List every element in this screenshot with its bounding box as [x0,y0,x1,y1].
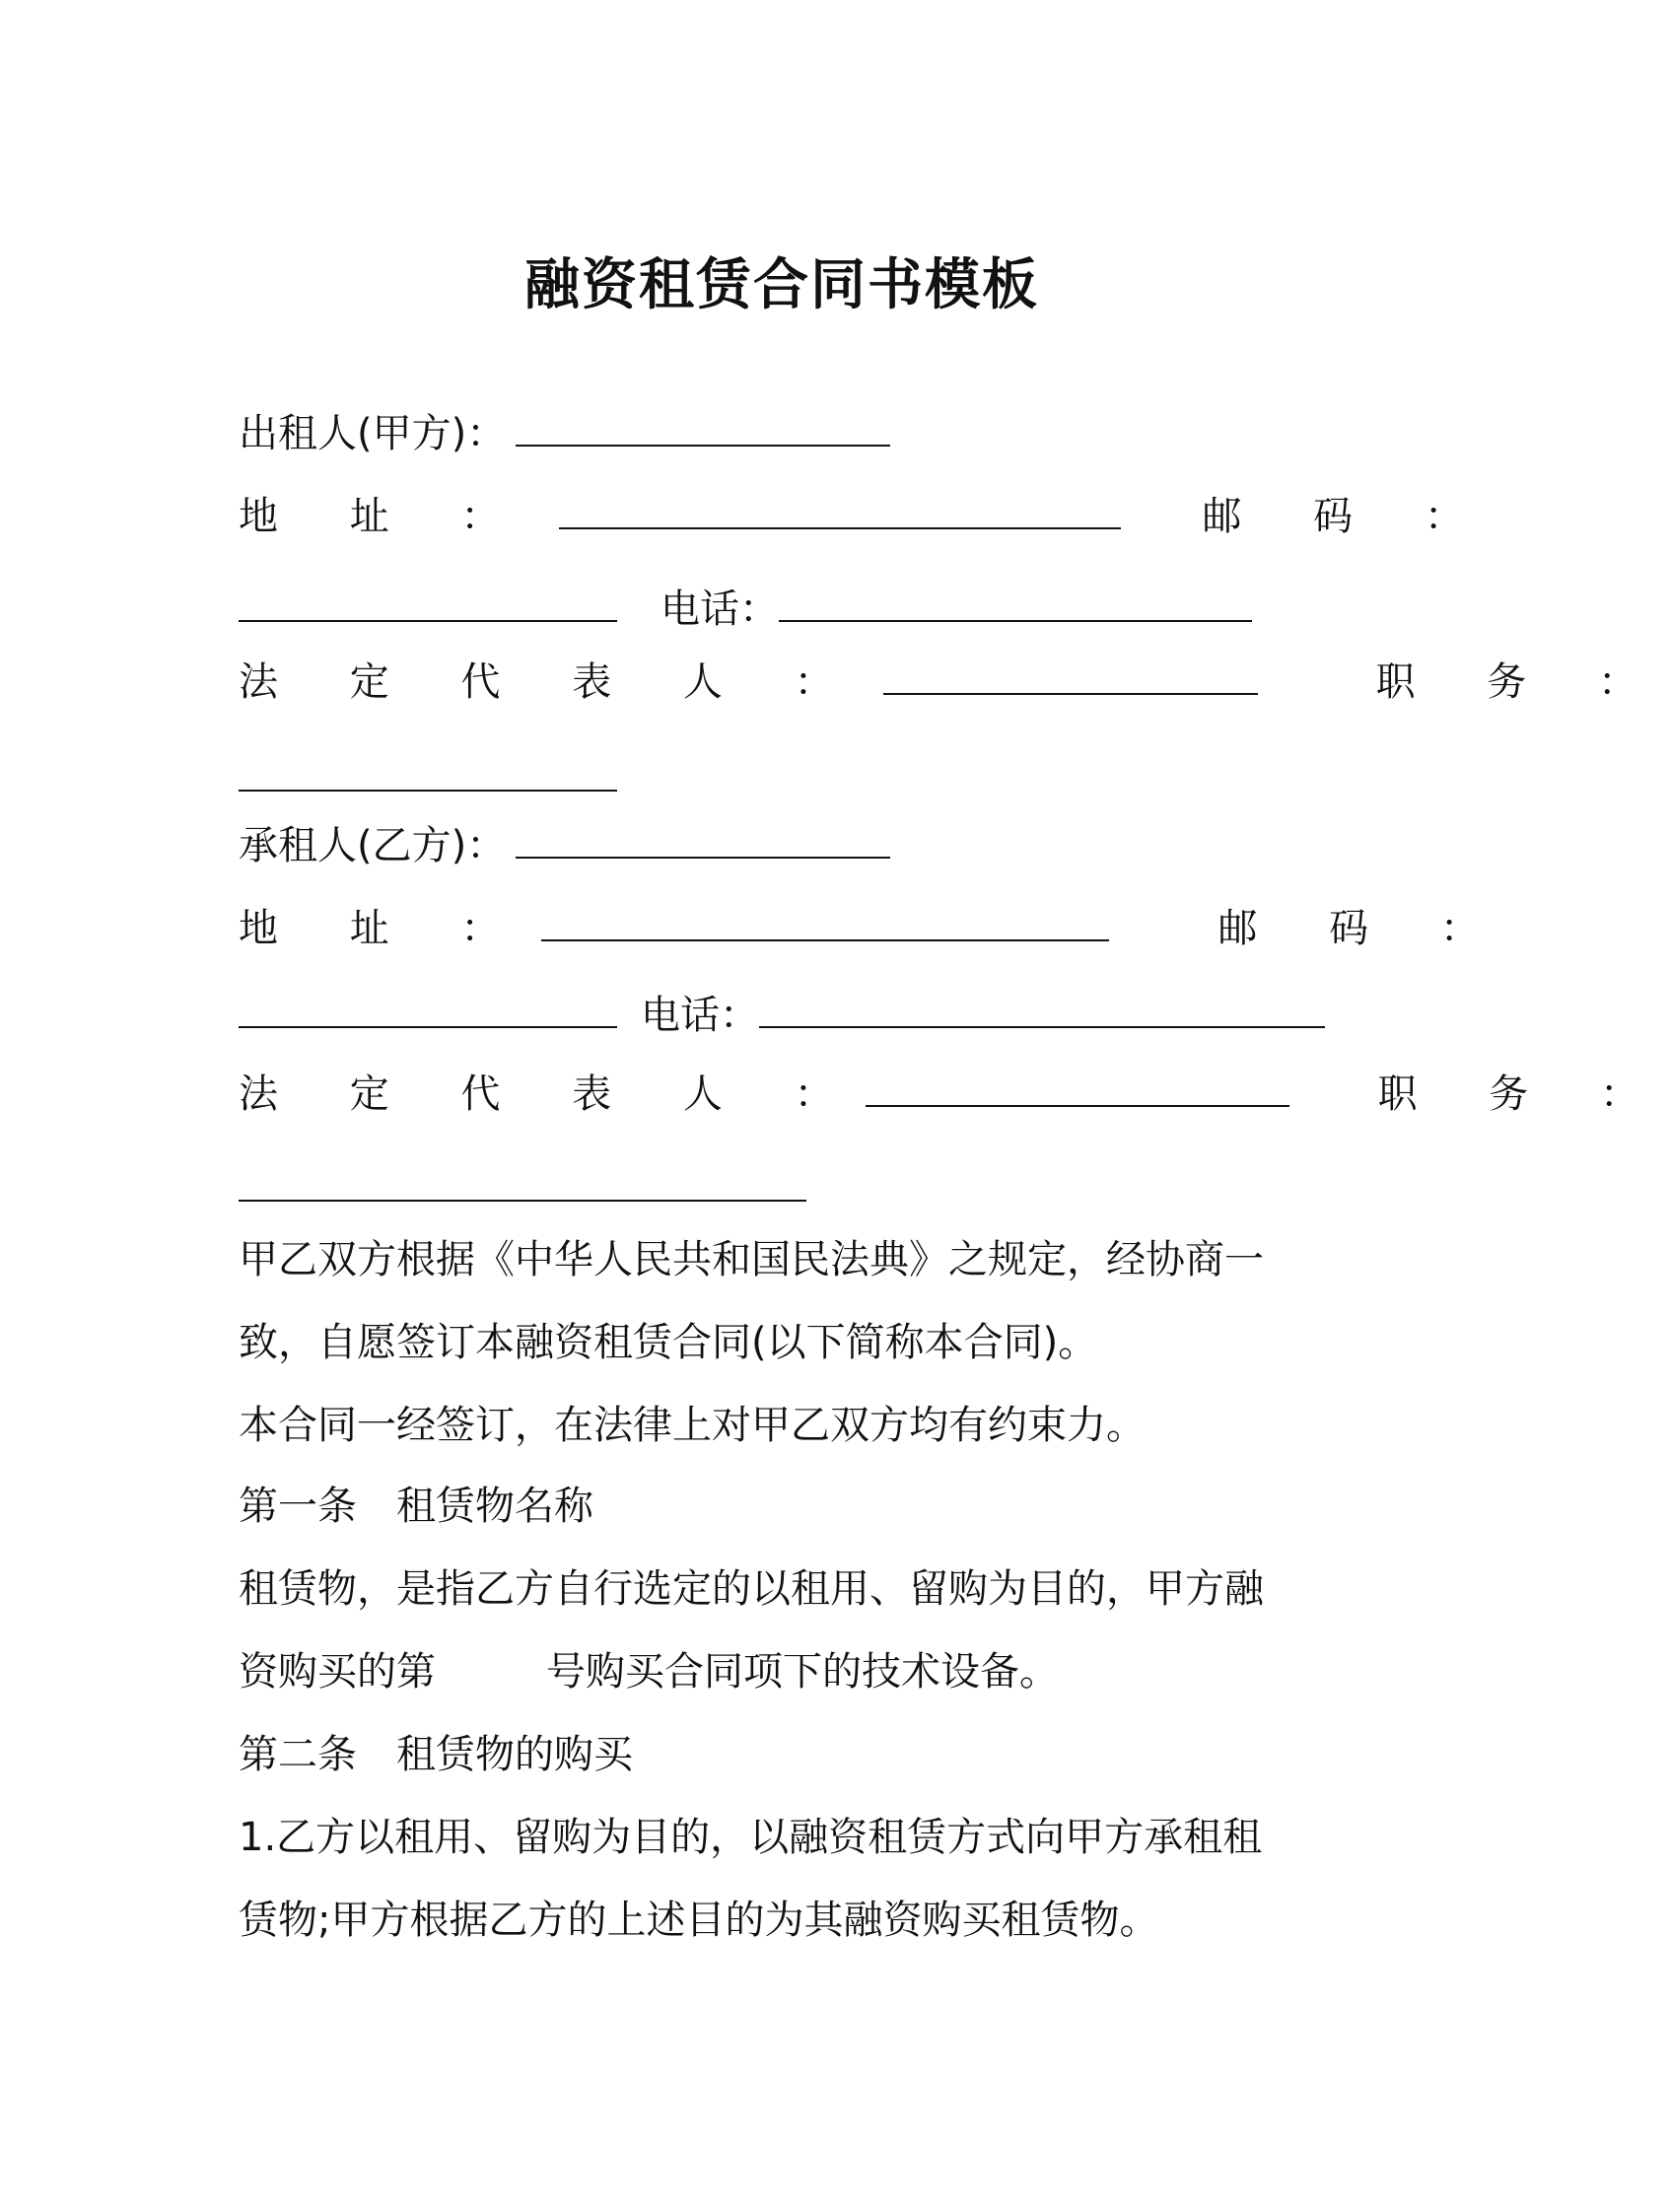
article-1-line-2 [239,1642,1059,1701]
lessor-phone-blank[interactable] [779,583,1252,622]
document-title: 融资租赁合同书模板 [524,253,1039,317]
lessor-address-line [239,487,1494,546]
lessee-address-blank[interactable] [541,902,1109,941]
lessee-legal-rep-line [239,1065,1669,1124]
article-1-line-2-part-b: 号购买合同项下的技术设备。 [546,1649,1059,1694]
lessor-line [239,404,890,463]
lessee-phone-line [239,986,1325,1045]
lessee-position-line [239,1159,806,1218]
lessee-address-label: 地 址 ： [239,906,530,951]
lessor-legal-rep-label: 法 定 代 表 人 ： [239,659,864,705]
lessee-line [239,816,890,875]
article-2-p1-line-2: 赁物;甲方根据乙方的上述目的为其融资购买租赁物。 [239,1898,1159,1943]
lessee-legal-rep-label: 法 定 代 表 人 ： [239,1071,864,1117]
lessor-phone-label: 电话： [661,587,779,632]
article-2-title: 第二条 租赁物的购买 [239,1732,633,1777]
article-1-title: 第一条 租赁物名称 [239,1484,593,1529]
binding-line: 本合同一经签订，在法律上对甲乙双方均有约束力。 [239,1403,1146,1448]
lessee-name-blank[interactable] [516,819,890,859]
lessee-legal-rep-blank[interactable] [866,1068,1289,1107]
intro-line-2: 致，自愿签订本融资租赁合同(以下简称本合同)。 [239,1320,1098,1365]
lessee-position-label: 职 务 ： [1377,1071,1669,1117]
article-1-line-1: 租赁物，是指乙方自行选定的以租用、留购为目的，甲方融 [239,1566,1264,1612]
intro-line-1: 甲乙双方根据《中华人民共和国民法典》之规定，经协商一 [239,1237,1264,1282]
article-2-p1-line-1: 1.乙方以租用、留购为目的，以融资租赁方式向甲方承租租 [239,1815,1263,1860]
lessor-legal-rep-line [239,653,1667,712]
lessee-address-line [239,899,1509,958]
lessor-postcode-label: 邮 码 ： [1202,494,1494,539]
lessor-address-label: 地 址 ： [239,494,530,539]
lessor-label: 出租人(甲方)： [239,411,507,456]
lessor-position-label: 职 务 ： [1375,659,1668,705]
lessor-name-blank[interactable] [516,407,890,447]
lessee-label: 承租人(乙方)： [239,823,507,868]
lessor-legal-rep-blank[interactable] [883,656,1258,695]
lessee-phone-blank[interactable] [759,989,1325,1028]
lessor-address-blank[interactable] [559,490,1121,529]
lessor-postcode-blank[interactable] [239,583,617,622]
lessee-postcode-blank[interactable] [239,989,617,1028]
lessor-position-blank[interactable] [239,752,617,792]
lessee-postcode-label: 邮 码 ： [1217,906,1509,951]
lessee-phone-label: 电话： [641,993,759,1038]
lessor-position-line [239,749,617,808]
article-1-line-2-part-a: 资购买的第 [239,1649,436,1694]
lessor-phone-line [239,580,1252,639]
lessee-position-blank[interactable] [239,1162,806,1202]
